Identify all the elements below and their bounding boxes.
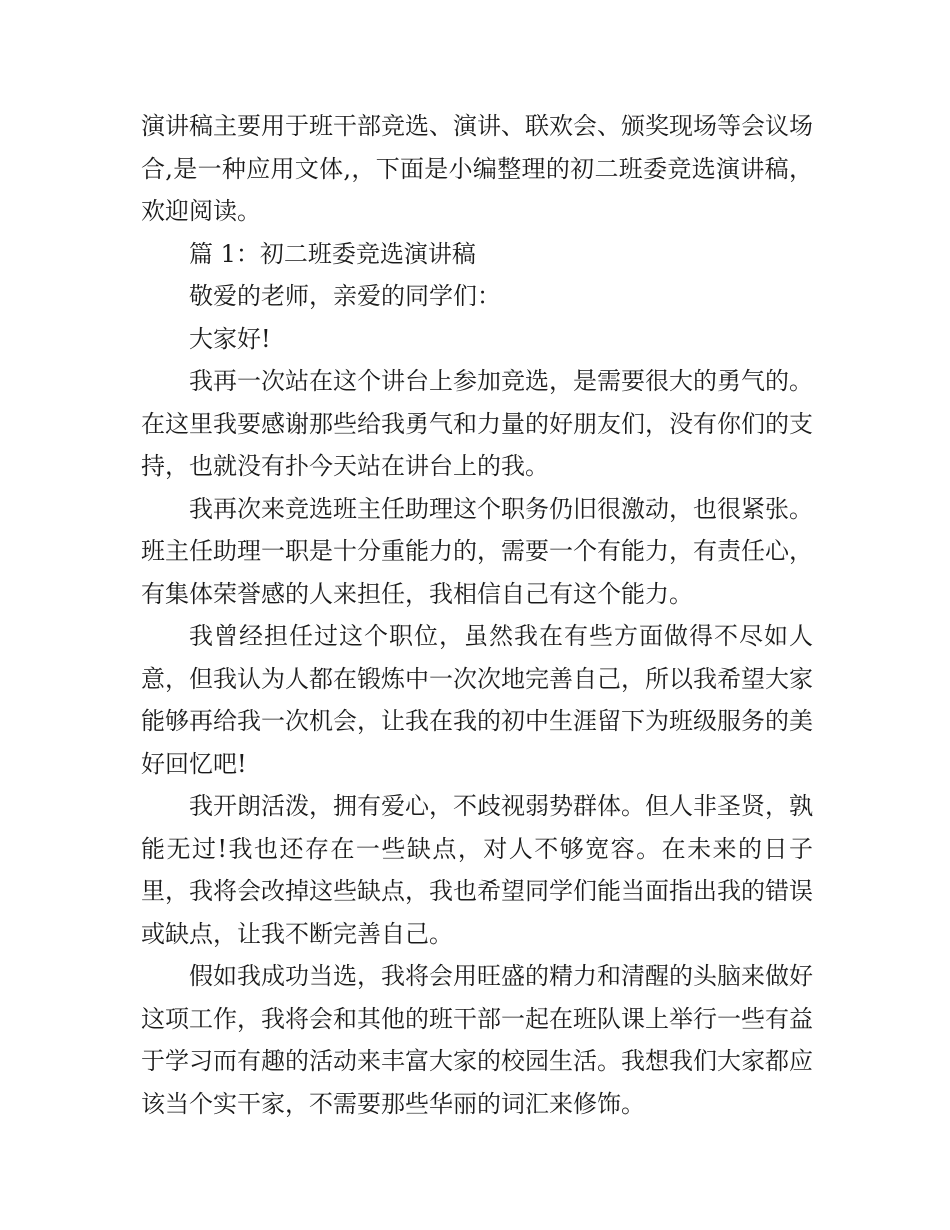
intro-paragraph: 演讲稿主要用于班干部竞选、演讲、联欢会、颁奖现场等会议场合,是一种应用文体,，下面是小编整理的初二班委竞选演讲稿，欢迎阅读。 — [141, 112, 813, 225]
body-paragraph: 我再次来竞选班主任助理这个职务仍旧很激动，也很紧张。班主任助理一职是十分重能力的，需要一个有能力，有责任心，有集体荣誉感的人来担任，我相信自己有这个能力。 — [141, 494, 813, 608]
body-paragraph: 假如我成功当选，我将会用旺盛的精力和清醒的头脑来做好这项工作，我将会和其他的班干部一起在班队课上举行一些有益于学习而有趣的活动来丰富大家的校园生活。我想我们大家都应该当个实干家，不需要那些华丽的词汇来修饰。 — [141, 962, 813, 1118]
section-heading: 篇 1：初二班委竞选演讲稿 — [189, 239, 476, 268]
document-body — [141, 105, 813, 1125]
salutation: 敬爱的老师，亲爱的同学们： — [189, 282, 501, 310]
body-paragraph: 我开朗活泼，拥有爱心，不歧视弱势群体。但人非圣贤，孰能无过!我也还存在一些缺点，对人不够宽容。在未来的日子里，我将会改掉这些缺点，我也希望同学们能当面指出我的错误或缺点，让我不断完善自己。 — [141, 792, 813, 948]
greeting: 大家好! — [189, 324, 271, 353]
body-paragraph: 我再一次站在这个讲台上参加竞选，是需要很大的勇气的。在这里我要感谢那些给我勇气和力量的好朋友们，没有你们的支持，也就没有扑今天站在讲台上的我。 — [141, 367, 813, 480]
body-paragraph: 我曾经担任过这个职位，虽然我在有些方面做得不尽如人意，但我认为人都在锻炼中一次次地完善自己，所以我希望大家能够再给我一次机会，让我在我的初中生涯留下为班级服务的美好回忆吧! — [141, 622, 813, 778]
